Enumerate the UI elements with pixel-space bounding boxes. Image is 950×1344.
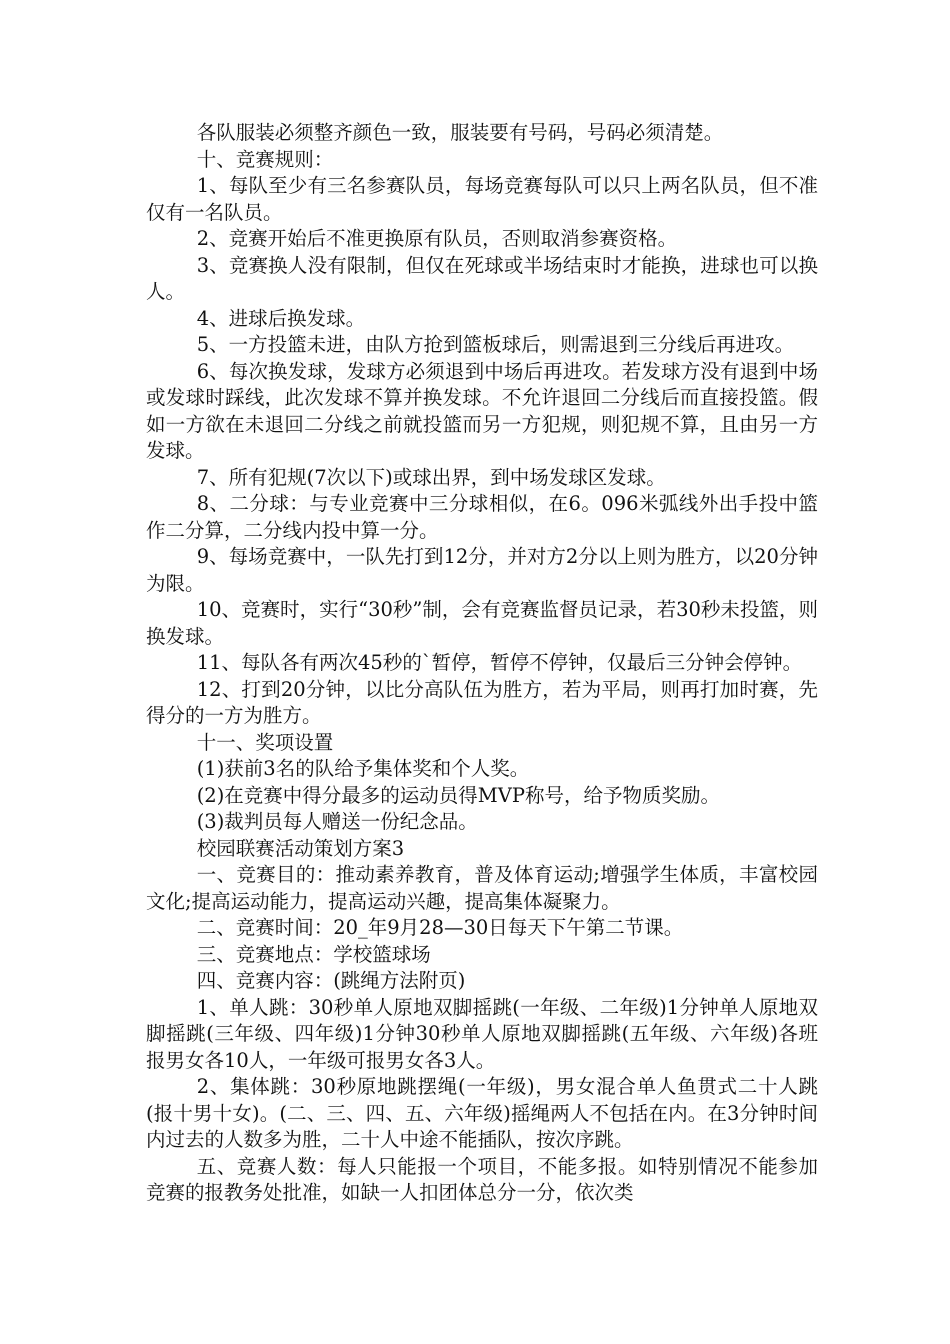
paragraph: 8、二分球：与专业竞赛中三分球相似，在6。096米弧线外出手投中篮作二分算，二分线内投中算一分。 — [146, 492, 818, 542]
section-heading: 十、竞赛规则： — [196, 147, 334, 171]
paragraph: 2、竞赛开始后不准更换原有队员，否则取消参赛资格。 — [196, 227, 678, 250]
paragraph: 1、每队至少有三名参赛队员，每场竞赛每队可以只上两名队员，但不准仅有一名队员。 — [146, 174, 818, 224]
paragraph: 3、竞赛换人没有限制，但仅在死球或半场结束时才能换，进球也可以换人。 — [146, 253, 818, 303]
paragraph: 6、每次换发球，发球方必须退到中场后再进攻。若发球方没有退到中场或发球时踩线，此次发球不算并换发球。不允许退回二分线后而直接投篮。假如一方欲在未退回二分线之前就投篮而另一方犯规，则犯规不算，且由另一方发球。 — [146, 359, 818, 462]
paragraph: 五、竞赛人数：每人只能报一个项目，不能多报。如特别情况不能参加竞赛的报教务处批准，如缺一人扣团体总分一分，依次类 — [146, 1154, 818, 1204]
paragraph: 一、竞赛目的：推动素养教育，普及体育运动;增强学生体质，丰富校园文化;提高运动能力，提高运动兴趣，提高集体凝聚力。 — [146, 863, 818, 913]
paragraph: 四、竞赛内容：(跳绳方法附页) — [196, 969, 466, 992]
paragraph: (3)裁判员每人赠送一份纪念品。 — [196, 810, 478, 833]
document-body — [146, 120, 818, 1207]
section-heading: 十一、奖项设置 — [196, 730, 334, 754]
paragraph: 1、单人跳：30秒单人原地双脚摇跳(一年级、二年级)1分钟单人原地双脚摇跳(三年级、四年级)1分钟30秒单人原地双脚摇跳(五年级、六年级)各班报男女各10人，一年级可报男女各3人。 — [146, 995, 818, 1072]
paragraph: 2、集体跳：30秒原地跳摆绳(一年级)，男女混合单人鱼贯式二十人跳(报十男十女)。(二、三、四、五、六年级)摇绳两人不包括在内。在3分钟时间内过去的人数多为胜，二十人中途不能插队，按次序跳。 — [146, 1075, 818, 1151]
paragraph: 二、竞赛时间：20_年9月28—30日每天下午第二节课。 — [196, 916, 684, 939]
paragraph: 三、竞赛地点：学校篮球场 — [196, 942, 431, 966]
paragraph: (2)在竞赛中得分最多的运动员得MVP称号，给予物质奖励。 — [196, 783, 720, 807]
paragraph: 5、一方投篮未进，由队方抢到篮板球后，则需退到三分线后再进攻。 — [196, 333, 795, 356]
paragraph: 9、每场竞赛中，一队先打到12分，并对方2分以上则为胜方，以20分钟为限。 — [146, 545, 818, 595]
paragraph: 10、竞赛时，实行“30秒”制，会有竞赛监督员记录，若30秒未投篮，则换发球。 — [146, 598, 818, 648]
paragraph: 11、每队各有两次45秒的`暂停，暂停不停钟，仅最后三分钟会停钟。 — [196, 651, 803, 674]
paragraph: 4、进球后换发球。 — [196, 306, 366, 330]
paragraph: 12、打到20分钟，以比分高队伍为胜方，若为平局，则再打加时赛，先得分的一方为胜方。 — [146, 677, 818, 727]
paragraph: 7、所有犯规(7次以下)或球出界，到中场发球区发球。 — [196, 465, 666, 489]
paragraph: 各队服装必须整齐颜色一致，服装要有号码，号码必须清楚。 — [196, 121, 724, 144]
paragraph: (1)获前3名的队给予集体奖和个人奖。 — [196, 757, 530, 780]
document-title: 校园联赛活动策划方案3 — [196, 836, 405, 860]
